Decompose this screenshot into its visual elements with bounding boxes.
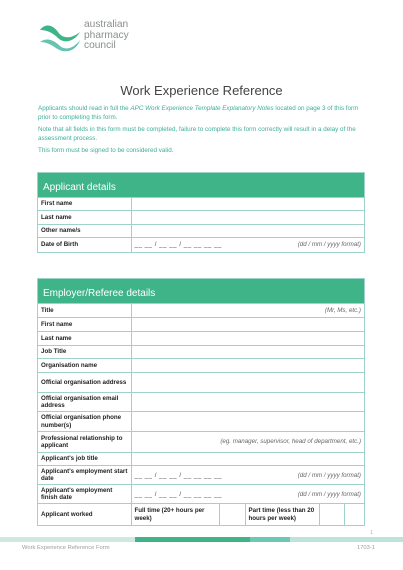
page-number: 1 xyxy=(370,530,373,536)
input-org-address[interactable] xyxy=(131,373,364,393)
start-date-fill: __ __ / __ __ / __ __ __ __ xyxy=(134,471,222,479)
label-start-date: Applicant's employment start date xyxy=(38,466,131,485)
label-relationship: Professional relationship to applicant xyxy=(38,432,131,453)
part-time-option-label: Part time (less than 20 hours per week) xyxy=(245,504,319,525)
intro-paragraph-3: This form must be signed to be considered valid. xyxy=(38,147,174,155)
label-finish-date: Applicant's employment finish date xyxy=(38,485,131,504)
logo-line-2: pharmacy xyxy=(84,29,129,41)
label-org-phone: Official organisation phone number(s) xyxy=(38,412,131,432)
input-title[interactable] xyxy=(131,304,364,318)
input-referee-last-name[interactable] xyxy=(131,332,364,346)
apc-wave-logo-icon xyxy=(38,22,82,52)
form-row-org-name xyxy=(38,359,364,373)
input-job-title[interactable] xyxy=(131,346,364,359)
input-relationship[interactable] xyxy=(131,432,364,453)
form-row-job-title xyxy=(38,346,364,359)
applicant-details-section xyxy=(37,172,365,253)
input-dob[interactable] xyxy=(131,238,364,252)
input-start-date[interactable] xyxy=(131,466,364,485)
label-dob: Date of Birth xyxy=(38,238,131,252)
intro-paragraph-2: Note that all fields in this form must be completed, failure to complete this form correctly will result in a delay of the assessment process. xyxy=(38,126,356,142)
label-org-address: Official organisation address xyxy=(38,373,131,393)
worked-options xyxy=(131,504,364,526)
finish-date-fill: __ __ / __ __ / __ __ __ __ xyxy=(134,490,222,498)
form-row-referee-last-name xyxy=(38,332,364,346)
input-org-email[interactable] xyxy=(131,393,364,412)
label-first-name: First name xyxy=(38,198,131,211)
start-date-format-hint: (dd / mm / yyyy format) xyxy=(297,471,361,479)
input-other-names[interactable] xyxy=(131,225,364,238)
form-row-start-date xyxy=(38,466,364,485)
finish-date-format-hint: (dd / mm / yyyy format) xyxy=(297,490,361,498)
employer-details-heading: Employer/Referee details xyxy=(38,279,364,303)
input-applicant-job-title[interactable] xyxy=(131,453,364,466)
employer-details-section xyxy=(37,278,365,526)
form-row-org-email xyxy=(38,393,364,412)
title-hint: (Mr, Ms, etc.) xyxy=(324,307,361,314)
footer-color-bar xyxy=(0,537,403,542)
form-row-relationship xyxy=(38,432,364,453)
form-row-referee-first-name xyxy=(38,318,364,332)
input-org-name[interactable] xyxy=(131,359,364,373)
label-last-name: Last name xyxy=(38,211,131,225)
form-row-first-name xyxy=(38,198,364,211)
page-title: Work Experience Reference xyxy=(120,83,283,98)
form-row-finish-date xyxy=(38,485,364,504)
form-row-org-phone xyxy=(38,412,364,432)
label-job-title: Job Title xyxy=(38,346,131,359)
label-referee-first-name: First name xyxy=(38,318,131,332)
label-other-names: Other name/s xyxy=(38,225,131,238)
input-first-name[interactable] xyxy=(131,198,364,211)
label-applicant-worked: Applicant worked xyxy=(38,504,131,526)
input-last-name[interactable] xyxy=(131,211,364,225)
applicant-details-heading: Applicant details xyxy=(38,173,364,197)
form-row-org-address xyxy=(38,373,364,393)
form-row-dob xyxy=(38,238,364,252)
explanatory-notes-link[interactable]: APC Work Experience Template Explanatory Notes xyxy=(130,105,274,112)
footer-form-name: Work Experience Reference Form xyxy=(22,545,110,551)
label-org-email: Official organisation email address xyxy=(38,393,131,412)
logo-wordmark xyxy=(84,20,129,52)
form-row-title xyxy=(38,304,364,318)
logo-line-3: council xyxy=(84,40,116,51)
form-row-applicant-worked xyxy=(38,504,364,526)
apc-logo xyxy=(38,20,188,60)
relationship-hint: (eg. manager, supervisor, head of department, etc.) xyxy=(220,438,361,446)
label-org-name: Organisation name xyxy=(38,359,131,373)
input-org-phone[interactable] xyxy=(131,412,364,432)
label-title: Title xyxy=(38,304,131,318)
label-applicant-job-title: Applicant's job title xyxy=(38,453,131,466)
logo-line-1: australian xyxy=(84,19,129,30)
intro-text xyxy=(38,105,368,160)
intro-paragraph-1: Applicants should read in full the APC Work Experience Template Explanatory Notes located on page 3 of this form prior to completing this form. xyxy=(38,105,359,121)
form-row-applicant-job-title xyxy=(38,453,364,466)
footer-form-code: 1703-1 xyxy=(356,545,375,551)
dob-format-hint: (dd / mm / yyyy format) xyxy=(297,241,361,249)
label-referee-last-name: Last name xyxy=(38,332,131,346)
full-time-checkbox[interactable] xyxy=(219,504,245,525)
part-time-checkbox[interactable] xyxy=(319,504,345,525)
full-time-option-label: Full time (20+ hours per week) xyxy=(134,507,205,522)
input-finish-date[interactable] xyxy=(131,485,364,504)
input-referee-first-name[interactable] xyxy=(131,318,364,332)
form-row-last-name xyxy=(38,211,364,225)
form-row-other-names xyxy=(38,225,364,238)
dob-date-fill: __ __ / __ __ / __ __ __ __ xyxy=(134,241,222,249)
